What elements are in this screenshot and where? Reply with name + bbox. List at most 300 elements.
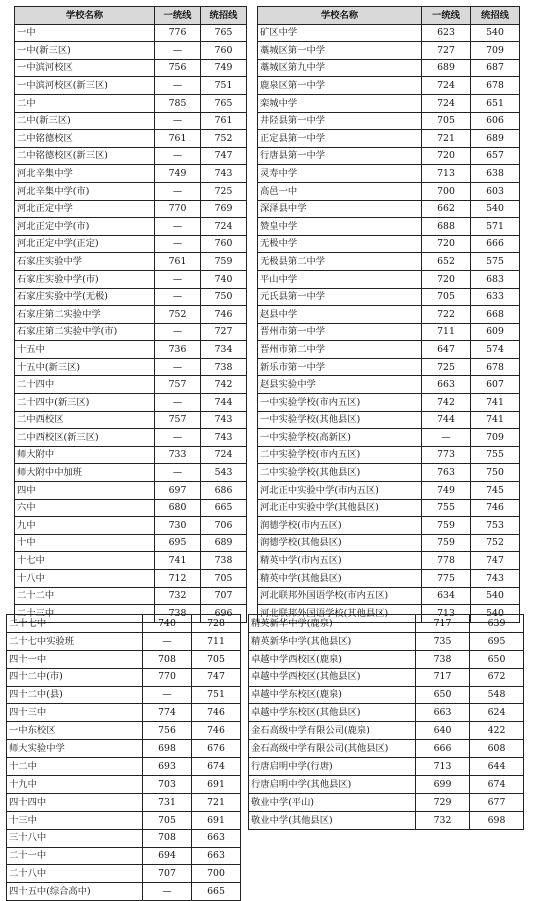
table-row [258, 341, 520, 359]
school-name-cell: 二中铭德校区(新三区) [15, 147, 155, 165]
score-table-top-right [257, 6, 520, 623]
table-row [15, 182, 247, 200]
school-name-cell: 二中西校区(新三区) [15, 429, 155, 447]
table-row [7, 722, 241, 740]
first-line-cell: — [155, 42, 201, 60]
school-name-cell: 一中实验学校(市内五区) [258, 394, 422, 412]
table-header-row [258, 7, 520, 25]
unified-line-cell: 734 [201, 341, 247, 359]
first-line-cell: 756 [143, 722, 192, 740]
unified-line-cell: 540 [471, 24, 520, 42]
table-body [258, 24, 520, 622]
first-line-cell: 733 [155, 446, 201, 464]
first-line-cell: 752 [155, 306, 201, 324]
table-row [15, 570, 247, 588]
header-first-line: 一统线 [155, 7, 201, 25]
first-line-cell: 663 [422, 376, 471, 394]
school-name-cell: 河北正中实验中学(市内五区) [258, 482, 422, 500]
first-line-cell: 761 [155, 253, 201, 271]
header-school-name: 学校名称 [15, 7, 155, 25]
first-line-cell: 640 [416, 722, 470, 740]
table-row [258, 130, 520, 148]
table-row [258, 165, 520, 183]
first-line-cell: — [143, 686, 192, 704]
school-name-cell: 卓越中学西校区(其他县区) [249, 668, 416, 686]
school-name-cell: 石家庄实验中学(市) [15, 270, 155, 288]
table-row [258, 235, 520, 253]
unified-line-cell: 746 [192, 722, 241, 740]
table-row [249, 740, 524, 758]
school-name-cell: 一中 [15, 24, 155, 42]
first-line-cell: 721 [422, 130, 471, 148]
first-line-cell: 757 [155, 376, 201, 394]
first-line-cell: 662 [422, 200, 471, 218]
school-name-cell: 三十八中 [7, 829, 143, 847]
school-name-cell: 行唐县第一中学 [258, 147, 422, 165]
school-name-cell: 石家庄实验中学 [15, 253, 155, 271]
first-line-cell: 775 [422, 570, 471, 588]
school-name-cell: 六中 [15, 499, 155, 517]
table-row [258, 464, 520, 482]
unified-line-cell: 725 [201, 182, 247, 200]
unified-line-cell: 674 [470, 776, 524, 794]
table-row [249, 758, 524, 776]
first-line-cell: 727 [422, 42, 471, 60]
first-line-cell: 731 [143, 793, 192, 811]
unified-line-cell: 724 [201, 446, 247, 464]
school-name-cell: 四十二中(县) [7, 686, 143, 704]
school-name-cell: 二十七中实验班 [7, 632, 143, 650]
unified-line-cell: 607 [471, 376, 520, 394]
school-name-cell: 高邑一中 [258, 182, 422, 200]
first-line-cell: 722 [422, 306, 471, 324]
unified-line-cell: 740 [201, 270, 247, 288]
first-line-cell: 693 [143, 758, 192, 776]
unified-line-cell: 751 [201, 77, 247, 95]
unified-line-cell: 706 [201, 517, 247, 535]
first-line-cell: 773 [422, 446, 471, 464]
first-line-cell: 713 [422, 605, 471, 623]
school-name-cell: 十九中 [7, 776, 143, 794]
school-name-cell: 晋州市第二中学 [258, 341, 422, 359]
table-row [15, 499, 247, 517]
school-name-cell: 十中 [15, 534, 155, 552]
unified-line-cell: 724 [201, 218, 247, 236]
school-name-cell: 十八中 [15, 570, 155, 588]
unified-line-cell: 707 [201, 587, 247, 605]
table-row [15, 77, 247, 95]
first-line-cell: — [155, 218, 201, 236]
table-row [249, 686, 524, 704]
school-name-cell: 新乐市第一中学 [258, 358, 422, 376]
unified-line-cell: 606 [471, 112, 520, 130]
table-row [15, 552, 247, 570]
first-line-cell: — [155, 358, 201, 376]
unified-line-cell: 728 [192, 615, 241, 633]
table-row [15, 270, 247, 288]
school-name-cell: 一中实验学校(其他县区) [258, 411, 422, 429]
unified-line-cell: 750 [201, 288, 247, 306]
school-name-cell: 十三中 [7, 811, 143, 829]
unified-line-cell: 709 [471, 42, 520, 60]
unified-line-cell: 721 [192, 793, 241, 811]
table-row [15, 446, 247, 464]
first-line-cell: 736 [155, 341, 201, 359]
first-line-cell: 720 [422, 147, 471, 165]
first-line-cell: — [155, 77, 201, 95]
first-line-cell: — [155, 270, 201, 288]
first-line-cell: 730 [155, 517, 201, 535]
unified-line-cell: 747 [192, 668, 241, 686]
table-row [258, 499, 520, 517]
first-line-cell: — [155, 182, 201, 200]
unified-line-cell: 765 [201, 94, 247, 112]
school-name-cell: 一中滨河校区 [15, 59, 155, 77]
first-line-cell: 634 [422, 587, 471, 605]
table-body [249, 615, 524, 830]
table-row [7, 668, 241, 686]
first-line-cell: — [143, 883, 192, 901]
school-name-cell: 二中 [15, 94, 155, 112]
first-line-cell: 720 [422, 270, 471, 288]
unified-line-cell: 711 [192, 632, 241, 650]
table-row [15, 94, 247, 112]
unified-line-cell: 651 [471, 94, 520, 112]
table-row [258, 358, 520, 376]
unified-line-cell: 743 [201, 429, 247, 447]
table-row [7, 776, 241, 794]
unified-line-cell: 742 [201, 376, 247, 394]
school-name-cell: 润德学校(市内五区) [258, 517, 422, 535]
first-line-cell: 717 [416, 668, 470, 686]
first-line-cell: 732 [416, 811, 470, 829]
table-row [15, 147, 247, 165]
unified-line-cell: 753 [471, 517, 520, 535]
unified-line-cell: 752 [201, 130, 247, 148]
first-line-cell: 688 [422, 218, 471, 236]
unified-line-cell: 657 [471, 147, 520, 165]
table-row [15, 130, 247, 148]
first-line-cell: 703 [143, 776, 192, 794]
first-line-cell: 698 [143, 740, 192, 758]
school-name-cell: 石家庄实验中学(无极) [15, 288, 155, 306]
table-header-row [15, 7, 247, 25]
first-line-cell: — [155, 464, 201, 482]
school-name-cell: 河北正定中学(正定) [15, 235, 155, 253]
first-line-cell: 623 [422, 24, 471, 42]
first-line-cell: 759 [422, 534, 471, 552]
table-row [15, 218, 247, 236]
unified-line-cell: 745 [471, 482, 520, 500]
unified-line-cell: 705 [201, 570, 247, 588]
table-row [15, 59, 247, 77]
school-name-cell: 二十三中 [15, 605, 155, 623]
table-row [258, 253, 520, 271]
first-line-cell: 742 [422, 394, 471, 412]
first-line-cell: — [422, 429, 471, 447]
school-name-cell: 栾城中学 [258, 94, 422, 112]
unified-line-cell: 761 [201, 112, 247, 130]
table-row [258, 323, 520, 341]
unified-line-cell: 749 [201, 59, 247, 77]
first-line-cell: 705 [143, 811, 192, 829]
unified-line-cell: 540 [471, 587, 520, 605]
first-line-cell: 774 [143, 704, 192, 722]
school-name-cell: 赞皇中学 [258, 218, 422, 236]
first-line-cell: 711 [422, 323, 471, 341]
header-school-name: 学校名称 [258, 7, 422, 25]
table-row [15, 24, 247, 42]
unified-line-cell: 744 [201, 394, 247, 412]
school-name-cell: 河北联邦外国语学校(市内五区) [258, 587, 422, 605]
unified-line-cell: 540 [471, 605, 520, 623]
school-name-cell: 二十一中 [7, 847, 143, 865]
table-row [15, 323, 247, 341]
first-line-cell: 680 [155, 499, 201, 517]
school-name-cell: 二中实验学校(市内五区) [258, 446, 422, 464]
score-table-bottom-left [6, 614, 241, 901]
first-line-cell: 732 [155, 587, 201, 605]
unified-line-cell: 760 [201, 235, 247, 253]
table-row [15, 235, 247, 253]
unified-line-cell: 574 [471, 341, 520, 359]
school-name-cell: 润德学校(其他县区) [258, 534, 422, 552]
school-name-cell: 行唐启明中学(其他县区) [249, 776, 416, 794]
first-line-cell: 770 [143, 668, 192, 686]
first-line-cell: 699 [416, 776, 470, 794]
table-row [258, 59, 520, 77]
table-row [7, 758, 241, 776]
first-line-cell: 755 [422, 499, 471, 517]
table-row [15, 42, 247, 60]
first-line-cell: 717 [416, 615, 470, 633]
school-name-cell: 金石高级中学有限公司(其他县区) [249, 740, 416, 758]
first-line-cell: 778 [422, 552, 471, 570]
score-table-top-left [14, 6, 247, 623]
table-row [15, 587, 247, 605]
table-row [15, 534, 247, 552]
school-name-cell: 精英新华中学(鹿泉) [249, 615, 416, 633]
table-row [7, 847, 241, 865]
first-line-cell: 705 [422, 288, 471, 306]
first-line-cell: 713 [416, 758, 470, 776]
first-line-cell: 666 [416, 740, 470, 758]
table-row [15, 288, 247, 306]
school-name-cell: 敬业中学(其他县区) [249, 811, 416, 829]
table-row [15, 394, 247, 412]
school-name-cell: 十七中 [15, 552, 155, 570]
school-name-cell: 一中滨河校区(新三区) [15, 77, 155, 95]
table-row [7, 615, 241, 633]
first-line-cell: — [155, 429, 201, 447]
school-name-cell: 十五中 [15, 341, 155, 359]
first-line-cell: 729 [416, 793, 470, 811]
first-line-cell: — [155, 288, 201, 306]
school-name-cell: 四十五中(综合高中) [7, 883, 143, 901]
unified-line-cell: 769 [201, 200, 247, 218]
unified-line-cell: 750 [471, 464, 520, 482]
school-name-cell: 石家庄第二实验中学(市) [15, 323, 155, 341]
unified-line-cell: 663 [192, 847, 241, 865]
table-row [258, 77, 520, 95]
school-name-cell: 河北正中实验中学(其他县区) [258, 499, 422, 517]
unified-line-cell: 747 [201, 147, 247, 165]
first-line-cell: 744 [422, 411, 471, 429]
table-row [258, 94, 520, 112]
table-row [258, 446, 520, 464]
unified-line-cell: 727 [201, 323, 247, 341]
unified-line-cell: 746 [471, 499, 520, 517]
school-name-cell: 四十二中(市) [7, 668, 143, 686]
school-name-cell: 平山中学 [258, 270, 422, 288]
table-row [7, 650, 241, 668]
school-name-cell: 十二中 [7, 758, 143, 776]
school-name-cell: 二十二中 [15, 587, 155, 605]
table-row [7, 865, 241, 883]
table-row [15, 517, 247, 535]
unified-line-cell: 743 [201, 165, 247, 183]
first-line-cell: 749 [422, 482, 471, 500]
unified-line-cell: 689 [201, 534, 247, 552]
table-row [258, 182, 520, 200]
table-row [15, 429, 247, 447]
unified-line-cell: 683 [471, 270, 520, 288]
school-name-cell: 鹿泉区第一中学 [258, 77, 422, 95]
unified-line-cell: 751 [192, 686, 241, 704]
first-line-cell: 741 [155, 552, 201, 570]
first-line-cell: 757 [155, 411, 201, 429]
unified-line-cell: 665 [201, 499, 247, 517]
school-name-cell: 师大附中中加班 [15, 464, 155, 482]
school-name-cell: 敬业中学(平山) [249, 793, 416, 811]
school-name-cell: 河北辛集中学(市) [15, 182, 155, 200]
school-name-cell: 赵县中学 [258, 306, 422, 324]
table-row [258, 570, 520, 588]
unified-line-cell: 608 [470, 740, 524, 758]
first-line-cell: 712 [155, 570, 201, 588]
table-row [7, 704, 241, 722]
unified-line-cell: 609 [471, 323, 520, 341]
school-name-cell: 四十四中 [7, 793, 143, 811]
table-row [258, 42, 520, 60]
table-row [15, 253, 247, 271]
school-name-cell: 师大实验中学 [7, 740, 143, 758]
table-row [7, 686, 241, 704]
unified-line-cell: 705 [192, 650, 241, 668]
school-name-cell: 藁城区第九中学 [258, 59, 422, 77]
school-name-cell: 河北辛集中学 [15, 165, 155, 183]
unified-line-cell: 755 [471, 446, 520, 464]
unified-line-cell: 666 [471, 235, 520, 253]
school-name-cell: 二中铭德校区 [15, 130, 155, 148]
first-line-cell: 708 [143, 650, 192, 668]
first-line-cell: 650 [416, 686, 470, 704]
first-line-cell: 700 [422, 182, 471, 200]
unified-line-cell: 691 [192, 811, 241, 829]
table-row [258, 394, 520, 412]
first-line-cell: 756 [155, 59, 201, 77]
first-line-cell: 770 [155, 200, 201, 218]
first-line-cell: 694 [143, 847, 192, 865]
school-name-cell: 河北正定中学 [15, 200, 155, 218]
school-name-cell: 精英新华中学(其他县区) [249, 632, 416, 650]
table-row [7, 883, 241, 901]
table-row [7, 632, 241, 650]
table-row [258, 429, 520, 447]
school-name-cell: 无极中学 [258, 235, 422, 253]
table-row [7, 829, 241, 847]
school-name-cell: 赵县实验中学 [258, 376, 422, 394]
table-row [258, 147, 520, 165]
table-row [15, 200, 247, 218]
table-row [258, 218, 520, 236]
unified-line-cell: 677 [470, 793, 524, 811]
table-row [258, 517, 520, 535]
school-name-cell: 灵寿中学 [258, 165, 422, 183]
header-first-line: 一统线 [422, 7, 471, 25]
table-row [258, 587, 520, 605]
first-line-cell: — [143, 632, 192, 650]
school-name-cell: 二中(新三区) [15, 112, 155, 130]
table-row [15, 306, 247, 324]
table-row [7, 811, 241, 829]
unified-line-cell: 639 [470, 615, 524, 633]
table-row [258, 200, 520, 218]
unified-line-cell: 668 [471, 306, 520, 324]
table-row [15, 165, 247, 183]
unified-line-cell: 752 [471, 534, 520, 552]
table-row [7, 793, 241, 811]
unified-line-cell: 650 [470, 650, 524, 668]
school-name-cell: 一中实验学校(高新区) [258, 429, 422, 447]
first-line-cell: 697 [155, 482, 201, 500]
first-line-cell: 776 [155, 24, 201, 42]
school-name-cell: 正定县第一中学 [258, 130, 422, 148]
school-name-cell: 井陉县第一中学 [258, 112, 422, 130]
table-row [15, 482, 247, 500]
first-line-cell: 740 [143, 615, 192, 633]
table-row [15, 358, 247, 376]
unified-line-cell: 738 [201, 552, 247, 570]
school-name-cell: 一中东校区 [7, 722, 143, 740]
table-row [249, 650, 524, 668]
table-row [249, 615, 524, 633]
unified-line-cell: 760 [201, 42, 247, 60]
unified-line-cell: 687 [471, 59, 520, 77]
unified-line-cell: 638 [471, 165, 520, 183]
school-name-cell: 师大附中 [15, 446, 155, 464]
table-row [258, 270, 520, 288]
unified-line-cell: 686 [201, 482, 247, 500]
first-line-cell: 689 [422, 59, 471, 77]
school-name-cell: 一中(新三区) [15, 42, 155, 60]
school-name-cell: 卓越中学东校区(鹿泉) [249, 686, 416, 704]
unified-line-cell: 741 [471, 411, 520, 429]
first-line-cell: 647 [422, 341, 471, 359]
first-line-cell: 735 [416, 632, 470, 650]
unified-line-cell: 571 [471, 218, 520, 236]
first-line-cell: 763 [422, 464, 471, 482]
unified-line-cell: 672 [470, 668, 524, 686]
unified-line-cell: 624 [470, 704, 524, 722]
first-line-cell: 663 [416, 704, 470, 722]
school-name-cell: 深泽县中学 [258, 200, 422, 218]
table-row [15, 376, 247, 394]
unified-line-cell: 743 [201, 411, 247, 429]
table-row [249, 632, 524, 650]
table-row [7, 740, 241, 758]
first-line-cell: 761 [155, 130, 201, 148]
